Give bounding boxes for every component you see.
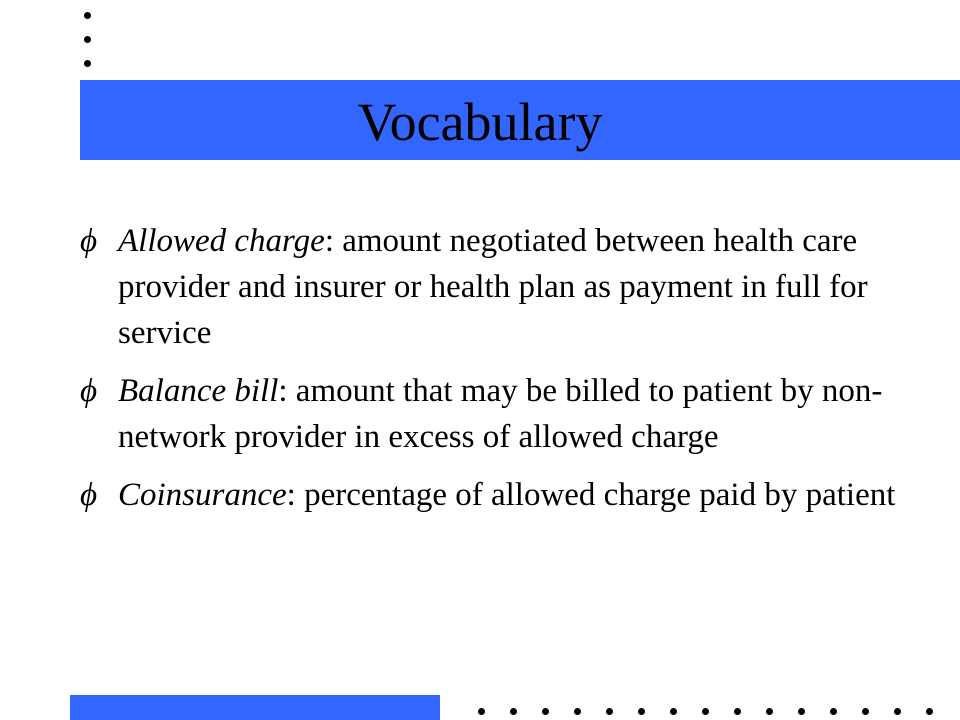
bullet-item [80, 472, 940, 518]
bullet-marker-icon: ϕ [80, 223, 98, 259]
decor-dot [606, 708, 613, 715]
bullet-item [80, 218, 940, 356]
bullet-marker-icon: ϕ [80, 477, 98, 513]
decor-dot [766, 708, 773, 715]
bullet-item [80, 368, 940, 460]
decor-dot [734, 708, 741, 715]
slide-title: Vocabulary [357, 92, 603, 152]
bullet-term: Coinsurance [118, 477, 287, 513]
decor-dot [574, 708, 581, 715]
bullet-marker-icon: ϕ [80, 373, 98, 409]
decor-dot [84, 60, 91, 67]
decor-dot [510, 708, 517, 715]
bullet-list [80, 218, 940, 530]
bottom-bar [70, 695, 440, 720]
decor-dot [670, 708, 677, 715]
decor-dot [702, 708, 709, 715]
bullet-text: : amount negotiated between health care provider and insurer or health plan as payment in full for service [118, 223, 868, 351]
decor-dot [894, 708, 901, 715]
decor-dot [926, 708, 933, 715]
bullet-text: : percentage of allowed charge paid by patient [286, 477, 896, 513]
bullet-term: Allowed charge [118, 223, 325, 259]
decor-dot [798, 708, 805, 715]
decor-dot [638, 708, 645, 715]
decor-dot [478, 708, 485, 715]
decor-dot [862, 708, 869, 715]
decor-dot [542, 708, 549, 715]
bullet-term: Balance bill [118, 373, 279, 409]
decor-dot [830, 708, 837, 715]
bullet-text: : amount that may be billed to patient by non-network provider in excess of allowed charge [118, 373, 883, 455]
decor-dot [84, 12, 91, 19]
decor-dot [84, 36, 91, 43]
